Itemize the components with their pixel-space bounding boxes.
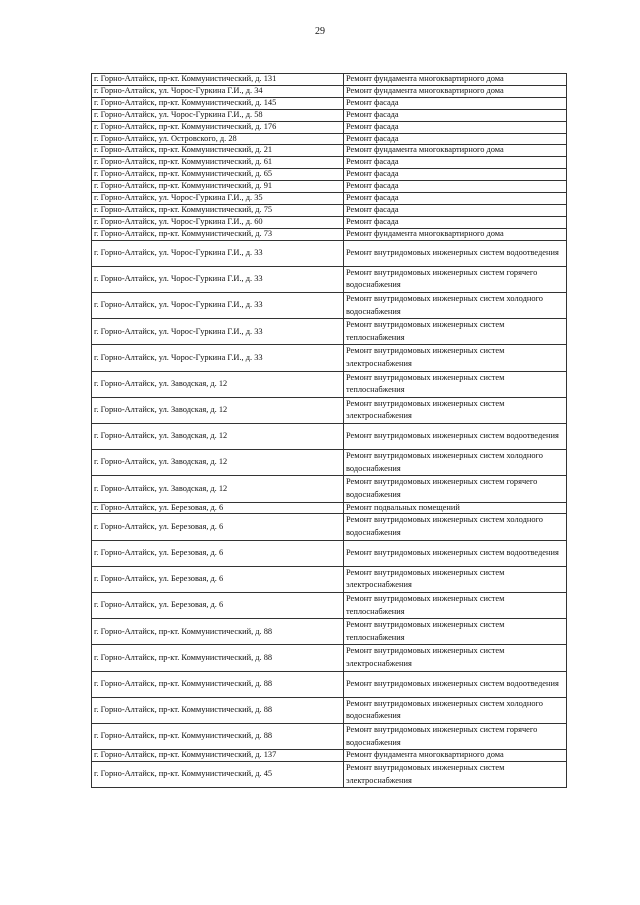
address-cell: г. Горно-Алтайск, пр-кт. Коммунистический, д. 176 [92,121,344,133]
address-cell: г. Горно-Алтайск, ул. Чорос-Гуркина Г.И., д. 33 [92,240,344,266]
address-cell: г. Горно-Алтайск, пр-кт. Коммунистический, д. 21 [92,145,344,157]
table-row [92,750,567,762]
address-cell: г. Горно-Алтайск, ул. Чорос-Гуркина Г.И., д. 34 [92,85,344,97]
repair-register-table [91,73,567,788]
table-row [92,157,567,169]
repair-work-cell: Ремонт внутридомовых инженерных систем холодного водоснабжения [344,697,567,723]
table-row [92,424,567,450]
address-cell: г. Горно-Алтайск, пр-кт. Коммунистический, д. 137 [92,750,344,762]
repair-work-cell: Ремонт фасада [344,204,567,216]
repair-work-cell: Ремонт внутридомовых инженерных систем горячего водоснабжения [344,266,567,292]
table-row [92,723,567,749]
repair-work-cell: Ремонт внутридомовых инженерных систем холодного водоснабжения [344,450,567,476]
repair-work-cell: Ремонт внутридомовых инженерных систем водоотведения [344,540,567,566]
table-row [92,145,567,157]
address-cell: г. Горно-Алтайск, ул. Чорос-Гуркина Г.И., д. 58 [92,109,344,121]
table-row [92,74,567,86]
table-row [92,169,567,181]
address-cell: г. Горно-Алтайск, ул. Чорос-Гуркина Г.И., д. 60 [92,216,344,228]
table-row [92,671,567,697]
address-cell: г. Горно-Алтайск, ул. Березовая, д. 6 [92,540,344,566]
table-row [92,204,567,216]
address-cell: г. Горно-Алтайск, ул. Островского, д. 28 [92,133,344,145]
address-cell: г. Горно-Алтайск, ул. Заводская, д. 12 [92,476,344,502]
repair-work-cell: Ремонт фундамента многоквартирного дома [344,228,567,240]
address-cell: г. Горно-Алтайск, ул. Березовая, д. 6 [92,566,344,592]
repair-work-cell: Ремонт внутридомовых инженерных систем теплоснабжения [344,619,567,645]
address-cell: г. Горно-Алтайск, пр-кт. Коммунистический, д. 88 [92,723,344,749]
address-cell: г. Горно-Алтайск, пр-кт. Коммунистический, д. 65 [92,169,344,181]
repair-work-cell: Ремонт внутридомовых инженерных систем холодного водоснабжения [344,293,567,319]
table-row [92,228,567,240]
address-cell: г. Горно-Алтайск, пр-кт. Коммунистический, д. 88 [92,671,344,697]
table-row [92,502,567,514]
address-cell: г. Горно-Алтайск, ул. Чорос-Гуркина Г.И., д. 33 [92,319,344,345]
repair-work-cell: Ремонт фасада [344,216,567,228]
address-cell: г. Горно-Алтайск, пр-кт. Коммунистический, д. 73 [92,228,344,240]
address-cell: г. Горно-Алтайск, ул. Березовая, д. 6 [92,502,344,514]
table-row [92,97,567,109]
repair-work-cell: Ремонт фасада [344,97,567,109]
table-row [92,109,567,121]
table-row [92,121,567,133]
address-cell: г. Горно-Алтайск, ул. Заводская, д. 12 [92,371,344,397]
repair-work-cell: Ремонт фасада [344,133,567,145]
table-row [92,397,567,423]
table-row [92,476,567,502]
table-row [92,319,567,345]
address-cell: г. Горно-Алтайск, ул. Чорос-Гуркина Г.И., д. 33 [92,266,344,292]
table-row [92,645,567,671]
table-row [92,697,567,723]
address-cell: г. Горно-Алтайск, ул. Заводская, д. 12 [92,397,344,423]
address-cell: г. Горно-Алтайск, пр-кт. Коммунистический, д. 91 [92,181,344,193]
address-cell: г. Горно-Алтайск, ул. Чорос-Гуркина Г.И., д. 35 [92,193,344,205]
repair-work-cell: Ремонт внутридомовых инженерных систем электроснабжения [344,345,567,371]
address-cell: г. Горно-Алтайск, ул. Заводская, д. 12 [92,450,344,476]
address-cell: г. Горно-Алтайск, пр-кт. Коммунистический, д. 88 [92,619,344,645]
address-cell: г. Горно-Алтайск, пр-кт. Коммунистический, д. 88 [92,697,344,723]
repair-work-cell: Ремонт внутридомовых инженерных систем водоотведения [344,424,567,450]
repair-register-body [92,74,567,788]
address-cell: г. Горно-Алтайск, ул. Березовая, д. 6 [92,593,344,619]
table-row [92,193,567,205]
table-row [92,293,567,319]
table-row [92,266,567,292]
address-cell: г. Горно-Алтайск, ул. Чорос-Гуркина Г.И., д. 33 [92,293,344,319]
repair-work-cell: Ремонт внутридомовых инженерных систем электроснабжения [344,645,567,671]
repair-work-cell: Ремонт внутридомовых инженерных систем теплоснабжения [344,319,567,345]
table-row [92,85,567,97]
repair-work-cell: Ремонт фасада [344,157,567,169]
table-row [92,540,567,566]
table-row [92,181,567,193]
address-cell: г. Горно-Алтайск, пр-кт. Коммунистический, д. 61 [92,157,344,169]
repair-work-cell: Ремонт внутридомовых инженерных систем водоотведения [344,671,567,697]
table-row [92,593,567,619]
repair-work-cell: Ремонт фундамента многоквартирного дома [344,85,567,97]
table-row [92,566,567,592]
repair-work-cell: Ремонт внутридомовых инженерных систем теплоснабжения [344,371,567,397]
table-row [92,133,567,145]
address-cell: г. Горно-Алтайск, пр-кт. Коммунистический, д. 75 [92,204,344,216]
repair-work-cell: Ремонт подвальных помещений [344,502,567,514]
repair-work-cell: Ремонт фундамента многоквартирного дома [344,750,567,762]
table-row [92,345,567,371]
repair-work-cell: Ремонт фасада [344,169,567,181]
repair-work-cell: Ремонт внутридомовых инженерных систем электроснабжения [344,762,567,788]
address-cell: г. Горно-Алтайск, ул. Чорос-Гуркина Г.И., д. 33 [92,345,344,371]
repair-work-cell: Ремонт фундамента многоквартирного дома [344,145,567,157]
address-cell: г. Горно-Алтайск, пр-кт. Коммунистический, д. 131 [92,74,344,86]
repair-work-cell: Ремонт внутридомовых инженерных систем водоотведения [344,240,567,266]
page-number: 29 [315,26,325,37]
table-row [92,371,567,397]
table-row [92,216,567,228]
repair-work-cell: Ремонт внутридомовых инженерных систем электроснабжения [344,397,567,423]
table-row [92,450,567,476]
repair-work-cell: Ремонт внутридомовых инженерных систем горячего водоснабжения [344,476,567,502]
repair-work-cell: Ремонт внутридомовых инженерных систем холодного водоснабжения [344,514,567,540]
repair-work-cell: Ремонт фасада [344,181,567,193]
address-cell: г. Горно-Алтайск, ул. Березовая, д. 6 [92,514,344,540]
repair-work-cell: Ремонт фасада [344,109,567,121]
table-row [92,762,567,788]
repair-work-cell: Ремонт фасада [344,193,567,205]
address-cell: г. Горно-Алтайск, пр-кт. Коммунистический, д. 88 [92,645,344,671]
table-row [92,514,567,540]
repair-work-cell: Ремонт фундамента многоквартирного дома [344,74,567,86]
address-cell: г. Горно-Алтайск, пр-кт. Коммунистический, д. 145 [92,97,344,109]
repair-work-cell: Ремонт внутридомовых инженерных систем электроснабжения [344,566,567,592]
repair-work-cell: Ремонт внутридомовых инженерных систем горячего водоснабжения [344,723,567,749]
address-cell: г. Горно-Алтайск, ул. Заводская, д. 12 [92,424,344,450]
table-row [92,240,567,266]
repair-work-cell: Ремонт внутридомовых инженерных систем теплоснабжения [344,593,567,619]
table-row [92,619,567,645]
address-cell: г. Горно-Алтайск, пр-кт. Коммунистический, д. 45 [92,762,344,788]
repair-work-cell: Ремонт фасада [344,121,567,133]
